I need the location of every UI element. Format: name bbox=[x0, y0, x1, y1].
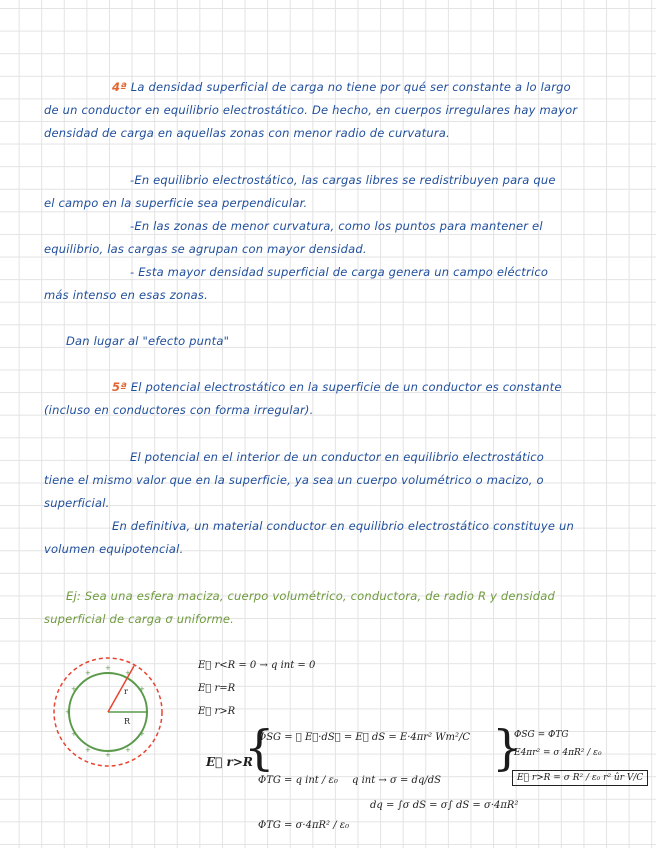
paragraph-4-line-1 bbox=[112, 80, 571, 94]
eq-dq: dq = ∫σ dS = σ∫ dS = σ·4πR² bbox=[370, 800, 519, 811]
eq-outside: E⃗ r>R bbox=[198, 706, 236, 717]
potential-line-1: El potencial en el interior de un conductor en equilibrio electrostático bbox=[130, 450, 544, 464]
potential-line-5: volumen equipotencial. bbox=[44, 542, 184, 556]
R-label: R bbox=[124, 717, 131, 726]
eq-flux-sc: ΦSG = ∮ E⃗·dS⃗ = E∮ dS = E·4πr² Wm²/C bbox=[258, 732, 471, 743]
plus-8: + bbox=[139, 730, 145, 738]
plus-4: + bbox=[71, 685, 77, 693]
plus-3: + bbox=[125, 669, 131, 677]
plus-11: + bbox=[105, 751, 111, 759]
example-line-1: Ej: Sea una esfera maciza, cuerpo volumétrico, conductora, de radio R y densidad bbox=[66, 589, 556, 603]
plus-1: + bbox=[105, 664, 111, 672]
potential-line-4: En definitiva, un material conductor en equilibrio electrostático constituye un bbox=[112, 519, 574, 533]
potential-line-3: superficial. bbox=[44, 496, 110, 510]
bullet-1-line-1: -En equilibrio electrostático, las cargas libres se redistribuyen para que bbox=[130, 173, 556, 187]
eq-solve: E4πr² = σ 4πR² / ε₀ bbox=[514, 748, 602, 758]
paragraph-4-line-2: de un conductor en equilibrio electrostático. De hecho, en cuerpos irregulares hay mayor bbox=[44, 103, 578, 117]
sphere-figure bbox=[50, 650, 170, 770]
eq-qint: q int → σ = dq/dS bbox=[352, 775, 441, 786]
paragraph-5-line-2: (incluso en conductores con forma irregular). bbox=[44, 403, 314, 417]
example-line-2: superficial de carga σ uniforme. bbox=[44, 612, 235, 626]
paragraph-4-line-3: densidad de carga en aquellas zonas con menor radio de curvatura. bbox=[44, 126, 450, 140]
plus-10: + bbox=[125, 746, 131, 754]
bullet-3-line-2: más intenso en esas zonas. bbox=[44, 288, 208, 302]
eq-result-box: E⃗ r>R = σ R² / ε₀ r² ûr V/C bbox=[512, 770, 648, 786]
plus-6: + bbox=[65, 708, 71, 716]
effect-note: Dan lugar al "efecto punta" bbox=[66, 334, 230, 348]
left-brace: { bbox=[244, 720, 275, 776]
bullet-2-line-2: equilibrio, las cargas se agrupan con mayor densidad. bbox=[44, 242, 367, 256]
p5-text-1: El potencial electrostático en la superficie de un conductor es constante bbox=[130, 380, 562, 394]
bullet-1-line-2: el campo en la superficie sea perpendicular. bbox=[44, 196, 308, 210]
plus-7: + bbox=[71, 730, 77, 738]
potential-line-2: tiene el mismo valor que en la superficie, ya sea un cuerpo volumétrico o macizo, o bbox=[44, 473, 544, 487]
item-number-5: 5ª bbox=[112, 380, 127, 394]
right-brace: } bbox=[492, 720, 523, 776]
bullet-2-line-1: -En las zonas de menor curvatura, como los puntos para mantener el bbox=[130, 219, 543, 233]
eq-surface: E⃗ r=R bbox=[198, 683, 236, 694]
r-label: r bbox=[124, 687, 128, 696]
eq-flux-tg: ΦTG = q int / ε₀ bbox=[258, 775, 338, 786]
item-number-4: 4ª bbox=[112, 80, 127, 94]
plus-2: + bbox=[85, 669, 91, 677]
plus-9: + bbox=[85, 746, 91, 754]
eq-inside: E⃗ r<R = 0 → q int = 0 bbox=[198, 660, 316, 671]
paragraph-5-line-1 bbox=[112, 380, 562, 394]
plus-5: + bbox=[139, 685, 145, 693]
bullet-3-line-1: - Esta mayor densidad superficial de carga genera un campo eléctrico bbox=[130, 265, 549, 279]
p4-text-1: La densidad superficial de carga no tiene por qué ser constante a lo largo bbox=[130, 80, 571, 94]
eq-flux-bottom: ΦTG = σ·4πR² / ε₀ bbox=[258, 820, 350, 831]
eq-field-label: E⃗ r>R bbox=[206, 755, 253, 769]
eq-flux-equal: ΦSG = ΦTG bbox=[514, 730, 569, 740]
